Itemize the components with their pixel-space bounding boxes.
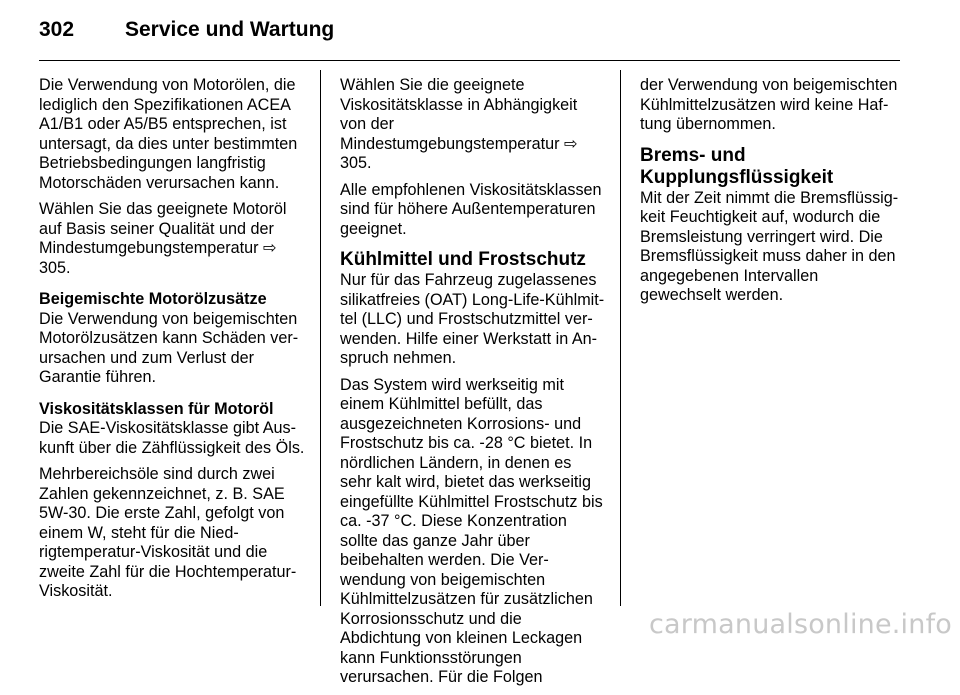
- column-3: [640, 76, 902, 313]
- column-divider: [620, 70, 621, 606]
- paragraph: Nur für das Fahrzeug zugelassenes silikatfreies (OAT) Long-Life-Kühlmittel (LLC) und Frostschutzmittel verwenden. Hilfe einer Werkstatt in Anspruch nehmen.: [340, 271, 605, 367]
- page-header: [39, 18, 900, 48]
- header-rule: [39, 60, 900, 61]
- paragraph: Mit der Zeit nimmt die Bremsflüssigkeit Feuchtigkeit auf, wodurch die Bremsleistung verringert wird. Die Bremsflüssigkeit muss daher in den angegebenen Intervallen gewechselt werden.: [640, 188, 899, 304]
- section-heading: Beigemischte Motorölzusätze: [39, 290, 267, 308]
- paragraph: Wählen Sie das geeignete Motoröl auf Basis seiner Qualität und der Mindestumgebungstemperatur ⇨ 305.: [39, 200, 287, 277]
- paragraph: Die Verwendung von beigemischten Motorölzusätzen kann Schäden verursachen und zum Verlust der Garantie führen.: [39, 309, 299, 386]
- paragraph: Mehrbereichsöle sind durch zwei Zahlen gekennzeichnet, z. B. SAE 5W-30. Die erste Zahl, gefolgt von einem W, steht für die Niedrigtemperatur-Viskosität und die zweite Zahl für die Hochtemperatur-Viskosität.: [39, 465, 297, 600]
- paragraph: Wählen Sie die geeignete Viskositätsklasse in Abhängigkeit von der Mindestumgebungstemperatur ⇨ 305.: [340, 76, 578, 172]
- column-divider: [320, 70, 321, 606]
- paragraph: der Verwendung von beigemischten Kühlmittelzusätzen wird keine Haftung übernommen.: [640, 76, 898, 133]
- column-1: [39, 76, 307, 609]
- paragraph: Alle empfohlenen Viskositätsklassen sind für höhere Außentemperaturen geeignet.: [340, 180, 602, 238]
- page-title: Service und Wartung: [125, 18, 335, 41]
- paragraph: Das System wird werkseitig mit einem Kühlmittel befüllt, das ausgezeichneten Korrosions- und Frostschutz bis ca. -28 °C bietet. In nördlichen Ländern, in denen es sehr kalt wird, bietet das werkseitig eingefüllte Kühlmittel Frostschutz bis ca. -37 °C. Diese Konzentration sollte das ganze Jahr über beibehalten werden. Die Verwendung von beigemischten Kühlmittelzusätzen für zusätzlichen Korrosionsschutz und die Abdichtung von kleinen Leckagen kann Funktionsstörungen verursachen. Für die Folgen: [340, 375, 603, 686]
- paragraph: Die Verwendung von Motorölen, die lediglich den Spezifikationen ACEA A1/B1 oder A5/B5 entsprechen, ist untersagt, da dies unter bestimmten Betriebsbedingungen langfristig Motorschäden verursachen kann.: [39, 76, 298, 192]
- section-heading: Brems- und Kupplungsflüssigkeit: [640, 144, 834, 188]
- paragraph: Die SAE-Viskositätsklasse gibt Auskunft über die Zähflüssigkeit des Öls.: [39, 419, 305, 457]
- column-2: [340, 76, 606, 695]
- watermark: carmanualsonline.info: [649, 609, 952, 640]
- page-number: 302: [39, 18, 75, 41]
- section-heading: Viskositätsklassen für Motoröl: [39, 399, 274, 418]
- section-heading: Kühlmittel und Frostschutz: [340, 249, 586, 270]
